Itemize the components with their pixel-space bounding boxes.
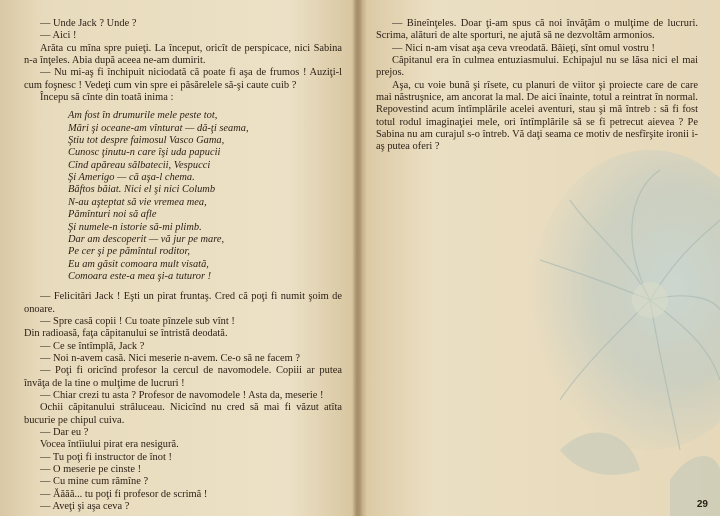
left-page-text bbox=[24, 18, 342, 513]
verse-line: Eu am găsit comoara mult visată, bbox=[68, 258, 209, 270]
verse-line: Cunosc ţinutu-n care îşi uda papucii bbox=[68, 147, 221, 159]
paragraph: Aşa, cu voie bună şi rîsete, cu planuri de viitor şi proiecte care de care mai năstruşnice, am ancorat la mal. De aici înainte, totul a reintrat în normal. Repovestind acum întîmplările acelei aventuri, stau şi mă întreb : să fi fost totul rodul imaginaţiei mele, ori întîmplările să se fi petrecut aievea ? Pe Sabina nu am curajul s-o întreb. Vă daţi seama ce motiv de nesfîrşite ironii i-aş putea oferi ? bbox=[376, 79, 698, 153]
paragraph: Începu să cînte din toată inima : bbox=[40, 92, 174, 104]
paragraph: — O meserie pe cinste ! bbox=[40, 464, 142, 476]
paragraph: — Ăăăă... tu poţi fi profesor de scrimă ! bbox=[40, 488, 208, 500]
verse-line: N-au aşteptat să vie vremea mea, bbox=[68, 196, 207, 208]
paragraph: — Noi n-avem casă. Nici meserie n-avem. Ce-o să ne facem ? bbox=[40, 352, 300, 364]
paragraph: — Dar eu ? bbox=[40, 427, 89, 438]
paragraph: — Nici n-am visat aşa ceva vreodată. Băieţi, sînt omul vostru ! bbox=[392, 42, 655, 54]
paragraph: Vocea întîiului pirat era nesigură. bbox=[40, 439, 179, 451]
right-page bbox=[360, 0, 720, 516]
paragraph: Din radioasă, faţa căpitanului se întristă deodată. bbox=[24, 328, 228, 340]
paragraph: Ochii căpitanului străluceau. Nicicînd nu cred să mai fi văzut atîta bucurie pe chipul cuiva. bbox=[24, 402, 342, 426]
verse-line: Ştiu tot despre faimosul Vasco Gama, bbox=[68, 135, 225, 147]
verse-line: Pămînturi noi să afle bbox=[68, 209, 157, 221]
paragraph: — Chiar crezi tu asta ? Profesor de navomodele ! Asta da, meserie ! bbox=[40, 389, 324, 401]
paragraph: — Aici ! bbox=[40, 30, 77, 42]
left-page bbox=[0, 0, 356, 516]
paragraph: — Spre casă copii ! Cu toate pînzele sub vînt ! bbox=[40, 315, 235, 327]
paragraph: — Aveţi şi aşa ceva ? bbox=[40, 501, 130, 513]
verse-line: Pe cer şi pe pămîntul roditor, bbox=[68, 246, 191, 258]
verse-line: Şi Amerigo — că aşa-l chema. bbox=[68, 172, 195, 184]
paragraph: — Felicitări Jack ! Eşti un pirat fruntaş. Cred că poţi fi numit şoim de onoare. bbox=[24, 291, 342, 315]
verse-line: Am fost în drumurile mele peste tot, bbox=[68, 110, 218, 122]
verse-line: Dar am descoperit — vă jur pe mare, bbox=[68, 233, 225, 245]
page-number: 29 bbox=[696, 499, 708, 510]
paragraph: — Poţi fi oricînd profesor la cercul de navomodele. Copiii ar putea învăţa de la tine o mulţime de lucruri ! bbox=[24, 365, 342, 389]
paragraph: — Cu mine cum rămîne ? bbox=[40, 476, 149, 488]
paragraph: Arăta cu mîna spre puieţi. La început, oricît de perspicace, nici Sabina n-a înţeles. Abia după aceea ne-am dumirit. bbox=[24, 42, 342, 67]
paragraph: — Ce se întîmplă, Jack ? bbox=[40, 340, 145, 352]
verse-line: Băftos băiat. Nici el şi nici Columb bbox=[68, 184, 216, 196]
paragraph: — Nu mi-aş fi închipuit niciodată că poate fi aşa de frumos ! Auziţi-l cum foşnesc ! Vedeţi cum vin spre ei păsărelele să-şi caute cuib ? bbox=[24, 67, 342, 91]
right-page-text bbox=[376, 18, 698, 154]
verse-line: Cînd apăreau sălbatecii, Vespucci bbox=[68, 159, 211, 171]
paragraph: — Bineînţeles. Doar ţi-am spus că noi învăţăm o mulţime de lucruri. Scrima, alături de alte sporturi, ne ajută să ne dezvoltăm armonios. bbox=[376, 18, 698, 42]
paragraph: — Tu poţi fi instructor de înot ! bbox=[40, 451, 172, 463]
verse-line: Şi numele-n istorie să-mi plimb. bbox=[68, 221, 202, 233]
verse-line: Comoara este-a mea şi-a tuturor ! bbox=[68, 270, 212, 282]
verse-line: Mări şi oceane-am vînturat — dă-ţi seama, bbox=[68, 122, 249, 134]
paragraph: — Unde Jack ? Unde ? bbox=[40, 18, 137, 29]
song-verse bbox=[24, 110, 342, 283]
paragraph: Căpitanul era în culmea entuziasmului. Echipajul nu se lăsa nici el mai prejos. bbox=[376, 55, 698, 79]
